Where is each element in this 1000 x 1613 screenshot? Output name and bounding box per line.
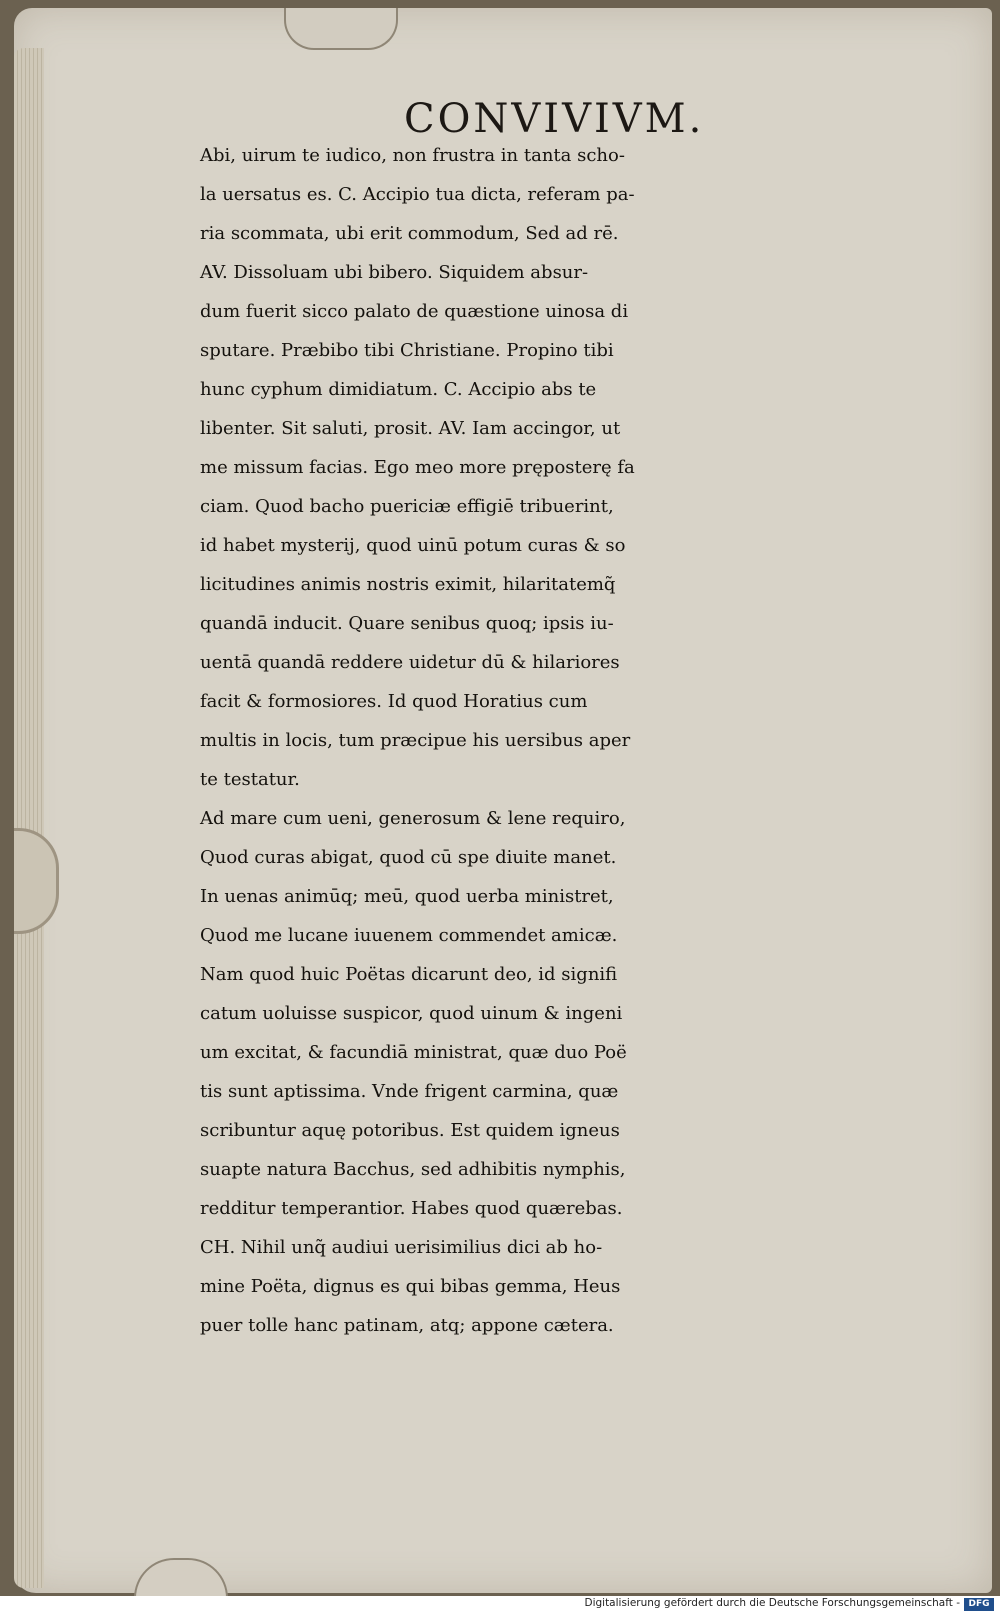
text-line: dum fuerit sicco palato de quæstione uinosa di bbox=[200, 301, 629, 322]
text-block bbox=[200, 136, 940, 1345]
text-line: id habet mysterij, quod uinū potum curas & so bbox=[200, 535, 626, 556]
text-line: ria scommata, ubi erit commodum, Sed ad rē. bbox=[200, 223, 619, 244]
text-line: tis sunt aptissima. Vnde frigent carmina, quæ bbox=[200, 1081, 619, 1102]
text-line: catum uoluisse suspicor, quod uinum & ingeni bbox=[200, 1003, 623, 1024]
running-head: CONVIVIVM. bbox=[404, 96, 705, 142]
book-page bbox=[14, 8, 992, 1593]
text-line: licitudines animis nostris eximit, hilaritatemq̃ bbox=[200, 574, 616, 595]
text-line: Abi, uirum te iudico, non frustra in tanta scho‑ bbox=[200, 145, 625, 166]
footer-credit: Digitalisierung gefördert durch die Deutsche Forschungsgemeinschaft - bbox=[584, 1597, 960, 1609]
text-line: um excitat, & facundiā ministrat, quæ duo Poë bbox=[200, 1042, 627, 1063]
text-line: quandā inducit. Quare senibus quoq; ipsis iu‑ bbox=[200, 613, 614, 634]
text-line: scribuntur aquę potoribus. Est quidem igneus bbox=[200, 1120, 620, 1141]
page-stack-edge bbox=[14, 48, 44, 1588]
text-line: Quod curas abigat, quod cū spe diuite manet. bbox=[200, 847, 617, 868]
text-line: Nam quod huic Poëtas dicarunt deo, id signifi bbox=[200, 964, 618, 985]
text-line: puer tolle hanc patinam, atq; appone cætera. bbox=[200, 1315, 614, 1336]
text-line: In uenas animūq; meū, quod uerba ministret, bbox=[200, 886, 614, 907]
top-tab bbox=[284, 8, 398, 50]
text-line: multis in locis, tum præcipue his uersibus aper bbox=[200, 730, 631, 751]
text-line: sputare. Præbibo tibi Christiane. Propino tibi bbox=[200, 340, 614, 361]
text-line: facit & formosiores. Id quod Horatius cum bbox=[200, 691, 588, 712]
text-line: CH. Nihil unq̃ audiui uerisimilius dici ab ho‑ bbox=[200, 1237, 603, 1258]
text-line: AV. Dissoluam ubi bibero. Siquidem absur‑ bbox=[200, 262, 589, 283]
text-line: mine Poëta, dignus es qui bibas gemma, Heus bbox=[200, 1276, 621, 1297]
footer-bar bbox=[0, 1596, 1000, 1613]
text-line: libenter. Sit saluti, prosit. AV. Iam accingor, ut bbox=[200, 418, 621, 439]
text-line: hunc cyphum dimidiatum. C. Accipio abs te bbox=[200, 379, 597, 400]
text-line: Ad mare cum ueni, generosum & lene requiro, bbox=[200, 808, 626, 829]
text-line: te testatur. bbox=[200, 769, 300, 790]
text-line: la uersatus es. C. Accipio tua dicta, referam pa‑ bbox=[200, 184, 635, 205]
text-line: ciam. Quod bacho puericiæ effigiē tribuerint, bbox=[200, 496, 614, 517]
page-clip bbox=[14, 828, 59, 934]
dfg-logo[interactable]: DFG bbox=[964, 1598, 994, 1611]
text-line: me missum facias. Ego meo more pręposterę fa bbox=[200, 457, 635, 478]
text-line: suapte natura Bacchus, sed adhibitis nymphis, bbox=[200, 1159, 626, 1180]
text-line: Quod me lucane iuuenem commendet amicæ. bbox=[200, 925, 618, 946]
text-line: redditur temperantior. Habes quod quærebas. bbox=[200, 1198, 623, 1219]
text-line: uentā quandā reddere uidetur dū & hilariores bbox=[200, 652, 620, 673]
